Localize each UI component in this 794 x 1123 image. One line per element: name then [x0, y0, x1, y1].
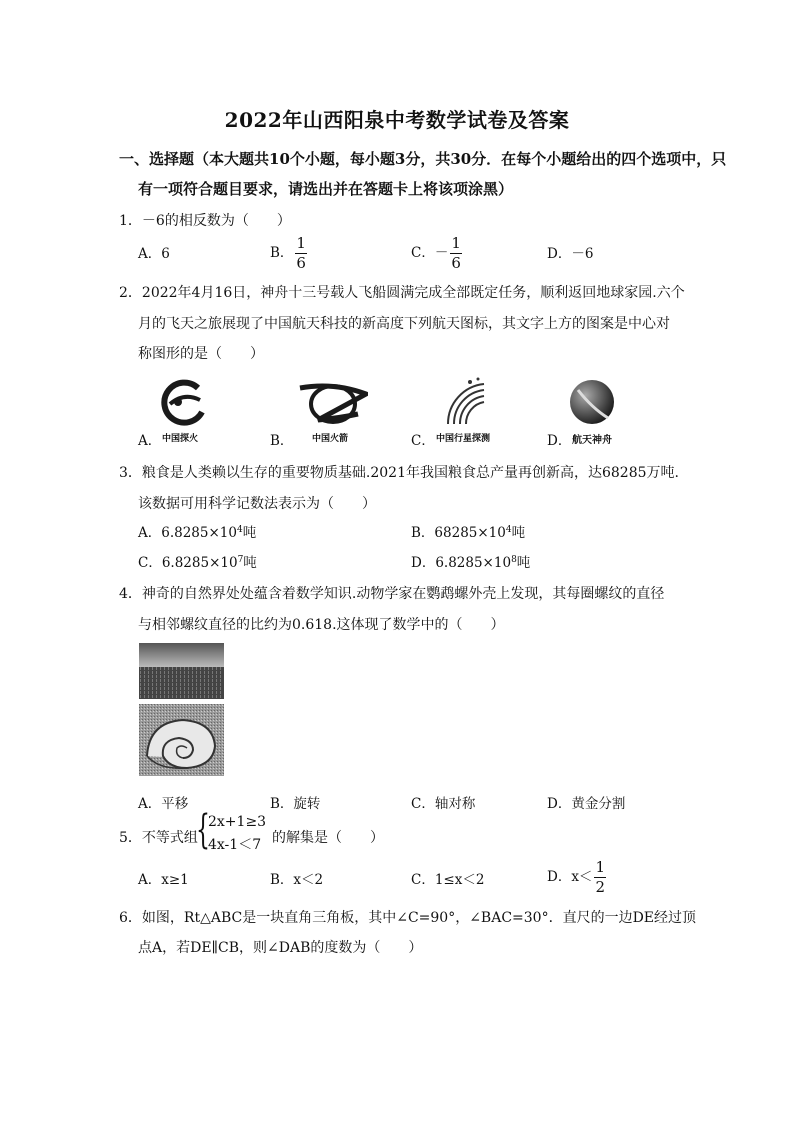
q2-option-d: D．	[547, 433, 572, 449]
q3-c-base: C．6.8285×10	[138, 555, 238, 571]
q3-c-exp: 7	[237, 555, 244, 565]
q3-d-exp: 8	[511, 555, 517, 565]
china-mars-logo	[158, 378, 210, 430]
shenzhou-logo	[568, 378, 616, 426]
q4-line1: 4．神奇的自然界处处蕴含着数学知识.动物学家在鹦鹉螺外壳上发现，其每圈螺纹的直径	[119, 586, 665, 602]
q1-option-b-fraction	[295, 236, 307, 271]
q2-option-a: A．	[138, 433, 162, 449]
q2-line3: 称图形的是（ ）	[138, 346, 264, 362]
q4-option-d: D．黄金分割	[547, 796, 626, 812]
q4-option-a: A．平移	[138, 796, 189, 812]
q3-line1: 3．粮食是人类赖以生存的重要物质基础.2021年我国粮食总产量再创新高，达68285万吨.	[119, 465, 679, 481]
q1-b-numerator: 1	[296, 234, 306, 252]
q1-option-c-fraction	[450, 236, 462, 271]
q1-option-b-label: B．	[270, 245, 294, 261]
q2-line2: 月的飞天之旅展现了中国航天科技的新高度下列航天图标，其文字上方的图案是中心对	[138, 316, 670, 332]
q3-option-a	[138, 521, 256, 541]
q1-option-c	[411, 236, 464, 271]
q5-d-label: D．x＜	[547, 869, 593, 885]
q5-inequality-system	[196, 807, 276, 856]
q4-option-b: B．旋转	[270, 796, 321, 812]
section1-heading-line2: 有一项符合题目要求，请选出并在答题卡上将该项涂黑）	[138, 180, 514, 198]
q3-b-exp: 4	[505, 525, 512, 535]
q3-option-d	[411, 551, 530, 571]
q6-line1: 6．如图，Rt△ABC是一块直角三角板，其中∠C=90°，∠BAC=30°．直尺的一边DE经过顶	[119, 910, 697, 926]
q1-c-denominator: 6	[451, 254, 461, 272]
q2-a-caption: 中国探火	[162, 434, 199, 444]
china-rocket-logo	[298, 380, 368, 426]
q5-d-denominator: 2	[595, 878, 605, 896]
q1-option-b	[270, 236, 309, 271]
q1-c-numerator: 1	[451, 234, 461, 252]
q2-option-c: C．	[411, 433, 435, 449]
q1-option-a: A．6	[138, 246, 170, 262]
section1-heading-line1: 一、选择题（本大题共10个小题，每小题3分，共30分．在每个小题给出的四个选项中，只	[119, 150, 727, 168]
q3-a-exp: 4	[236, 525, 243, 535]
q5-suffix: 的解集是（ ）	[272, 830, 384, 846]
q1-b-denominator: 6	[296, 254, 306, 272]
landscape-photo	[139, 643, 224, 699]
q2-line1: 2．2022年4月16日，神舟十三号载人飞船圆满完成全部既定任务，顺利返回地球家园.六个	[119, 285, 685, 301]
q3-option-b	[411, 521, 525, 541]
q3-d-base: D．6.8285×10	[411, 555, 512, 571]
q3-d-unit: 吨	[516, 555, 531, 571]
q2-d-caption: 航天神舟	[572, 435, 612, 446]
china-planetary-exploration-logo	[440, 376, 494, 428]
q3-a-unit: 吨	[242, 525, 257, 541]
q5-inequality-2: 4x-1＜7	[208, 837, 262, 853]
q2-b-caption: 中国火箭	[312, 434, 349, 444]
q1-option-d: D．－6	[547, 246, 594, 262]
q3-b-unit: 吨	[511, 525, 526, 541]
q5-option-a: A．x≥1	[138, 872, 189, 888]
q3-a-base: A．6.8285×10	[138, 525, 237, 541]
page-title: 2022年山西阳泉中考数学试卷及答案	[224, 108, 570, 132]
q3-option-c	[138, 551, 257, 571]
q6-line2: 点A，若DE∥CB，则∠DAB的度数为（ ）	[138, 940, 423, 956]
q5-inequality-1: 2x+1≥3	[208, 814, 267, 830]
q3-c-unit: 吨	[243, 555, 257, 571]
q2-c-caption: 中国行星探测	[436, 434, 491, 444]
q2-option-b: B．	[270, 433, 294, 449]
q4-option-c: C．轴对称	[411, 796, 476, 812]
q3-b-base: B．68285×10	[411, 525, 506, 541]
q5-option-b: B．x＜2	[270, 872, 324, 888]
q4-line2: 与相邻螺纹直径的比约为0.618.这体现了数学中的（ ）	[138, 617, 505, 633]
q5-option-d	[547, 860, 608, 895]
q1-option-c-label: C．－	[411, 245, 449, 261]
nautilus-shell-photo	[139, 704, 224, 776]
q5-d-numerator: 1	[595, 858, 605, 876]
q5-brace: {	[196, 807, 210, 853]
q1-stem: 1．－6的相反数为（ ）	[119, 213, 291, 229]
q5-option-c: C．1≤x＜2	[411, 872, 485, 888]
q5-d-fraction	[594, 860, 606, 895]
q5-prefix: 5．不等式组	[119, 830, 198, 846]
q3-line2: 该数据可用科学记数法表示为（ ）	[138, 496, 376, 512]
